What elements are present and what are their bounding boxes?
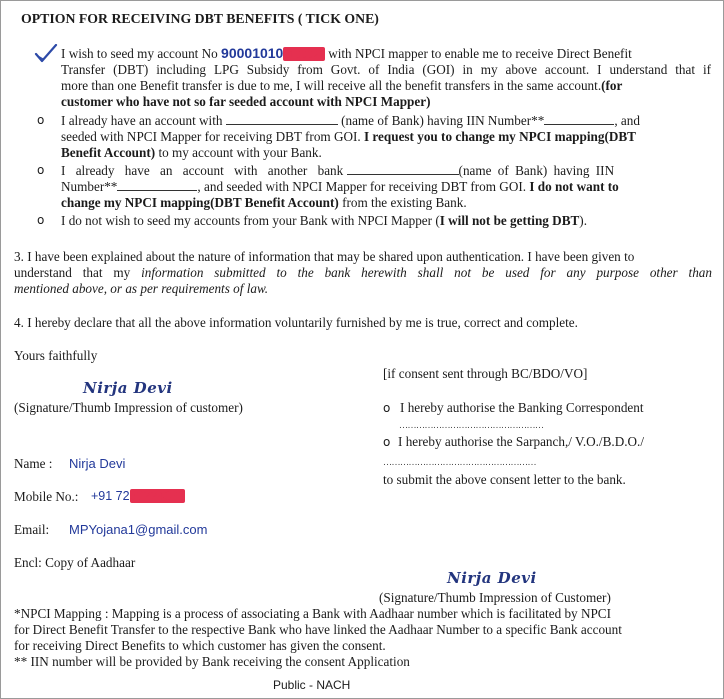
option-3-text-b: (name of Bank) having IIN: [458, 163, 615, 178]
option-3-line-3: from the existing Bank.: [342, 195, 467, 210]
paragraph-3-line-2-italic: information submitted to the bank herewith shall not be used for any purpose other than: [141, 265, 712, 280]
option-4-bold: I will not be getting DBT: [439, 213, 580, 228]
footnote-line-1: *NPCI Mapping : Mapping is a process of associating a Bank with Aadhaar number which is facilitated by NPCI: [14, 606, 611, 621]
paragraph-3: [14, 249, 712, 297]
paragraph-3-line-2: understand that my: [14, 265, 131, 280]
bank-name-blank: [226, 113, 338, 125]
circle-bullet-icon: o: [383, 435, 391, 449]
footnote-line-3: for receiving Direct Benefits to which customer has given the consent.: [14, 638, 386, 653]
option-4-text: I do not wish to seed my accounts from your Bank with NPCI Mapper (: [61, 213, 440, 228]
paragraph-4: 4. I hereby declare that all the above information voluntarily furnished by me is true, correct and complete.: [14, 315, 578, 330]
circle-bullet-icon: o: [37, 163, 45, 177]
option-2-line-2-bold: I request you to change my NPCI mapping(DBT: [364, 129, 636, 144]
section-title: OPTION FOR RECEIVING DBT BENEFITS ( TICK ONE): [21, 11, 379, 26]
option-1-line-2: Transfer (DBT) including LPG Subsidy from Govt. of India (GOI) in my above account. I understand that if: [61, 62, 711, 77]
customer-signature-left: Nirja Devi: [83, 379, 173, 397]
dotted-line-2: ………………………………………………: [383, 457, 536, 467]
option-3-line-2a: Number**: [61, 179, 118, 194]
enclosure-note: Encl: Copy of Aadhaar: [14, 555, 136, 570]
mobile-visible: +91 72: [91, 489, 130, 503]
email-value: MPYojana1@gmail.com: [69, 522, 208, 537]
footnote-line-2: for Direct Benefit Transfer to the respective Bank who have linked the Aadhaar Number to a specific Bank account: [14, 622, 622, 637]
option-2-text-a: I already have an account with: [61, 113, 223, 128]
mobile-number: [91, 489, 185, 503]
option-2: [61, 113, 711, 161]
option-2-text-b: (name of Bank) having IIN Number**: [341, 113, 545, 128]
option-2-line-3-bold: Benefit Account): [61, 145, 156, 160]
signature-caption-left: (Signature/Thumb Impression of customer): [14, 400, 243, 415]
option-1-text-a: I wish to seed my account No: [61, 46, 218, 61]
option-2-line-2: seeded with NPCI Mapper for receiving DBT from GOI.: [61, 129, 361, 144]
option-3: [61, 163, 711, 211]
account-number-visible: 90001010: [221, 45, 284, 61]
option-1-line-3-bold: (for: [601, 78, 623, 93]
authorise-banking-correspondent: I hereby authorise the Banking Correspondent: [400, 400, 644, 415]
name-label: Name :: [14, 456, 53, 471]
mobile-label: Mobile No.:: [14, 489, 79, 504]
option-4: [61, 213, 711, 229]
option-3-text-a: I already have an account with another bank: [61, 163, 344, 178]
submit-consent-text: to submit the above consent letter to the bank.: [383, 472, 626, 487]
checkmark-icon: [34, 44, 58, 64]
other-bank-name-blank: [347, 163, 459, 175]
circle-bullet-icon: o: [37, 213, 45, 227]
paragraph-3-line-1: 3. I have been explained about the nature of information that may be shared upon authentication. I have been given to: [14, 249, 635, 264]
other-iin-blank: [117, 179, 197, 191]
paragraph-3-line-3-italic: mentioned above, or as per requirements of law.: [14, 281, 269, 296]
option-1-line-4-bold: customer who have not so far seeded account with NPCI Mapper): [61, 94, 431, 109]
footnote-line-4: ** IIN number will be provided by Bank receiving the consent Application: [14, 654, 410, 669]
option-3-line-3-bold: change my NPCI mapping(DBT Benefit Account): [61, 195, 339, 210]
option-3-line-2-bold: I do not want to: [529, 179, 619, 194]
consent-header: [if consent sent through BC/BDO/VO]: [383, 366, 588, 381]
mobile-redacted: 50224070: [129, 489, 186, 503]
option-2-text-c: , and: [614, 113, 640, 128]
name-value: Nirja Devi: [69, 456, 126, 471]
option-4-end: ).: [579, 213, 587, 228]
footnotes: [14, 606, 714, 670]
yours-faithfully: Yours faithfully: [14, 348, 98, 363]
email-label: Email:: [14, 522, 50, 537]
iin-number-blank: [544, 113, 614, 125]
option-1-text-b: with NPCI mapper to enable me to receive Direct Benefit: [328, 46, 632, 61]
option-1: [61, 45, 711, 110]
signature-caption-right: (Signature/Thumb Impression of Customer): [379, 590, 611, 605]
customer-signature-right: Nirja Devi: [447, 569, 537, 587]
option-1-line-3: more than one Benefit transfer is due to me, I will receive all the benefit transfers in the same account.: [61, 78, 602, 93]
account-number-redacted: 1100021: [283, 47, 325, 61]
circle-bullet-icon: o: [37, 113, 45, 127]
option-3-line-2b: , and seeded with NPCI Mapper for receiving DBT from GOI.: [197, 179, 527, 194]
classification-label: Public - NACH: [273, 678, 351, 692]
authorise-sarpanch: I hereby authorise the Sarpanch,/ V.O./B.D.O./: [398, 434, 644, 449]
dotted-line-1: ……………………………………………: [399, 420, 544, 430]
option-2-line-3: to my account with your Bank.: [158, 145, 322, 160]
circle-bullet-icon: o: [383, 401, 391, 415]
